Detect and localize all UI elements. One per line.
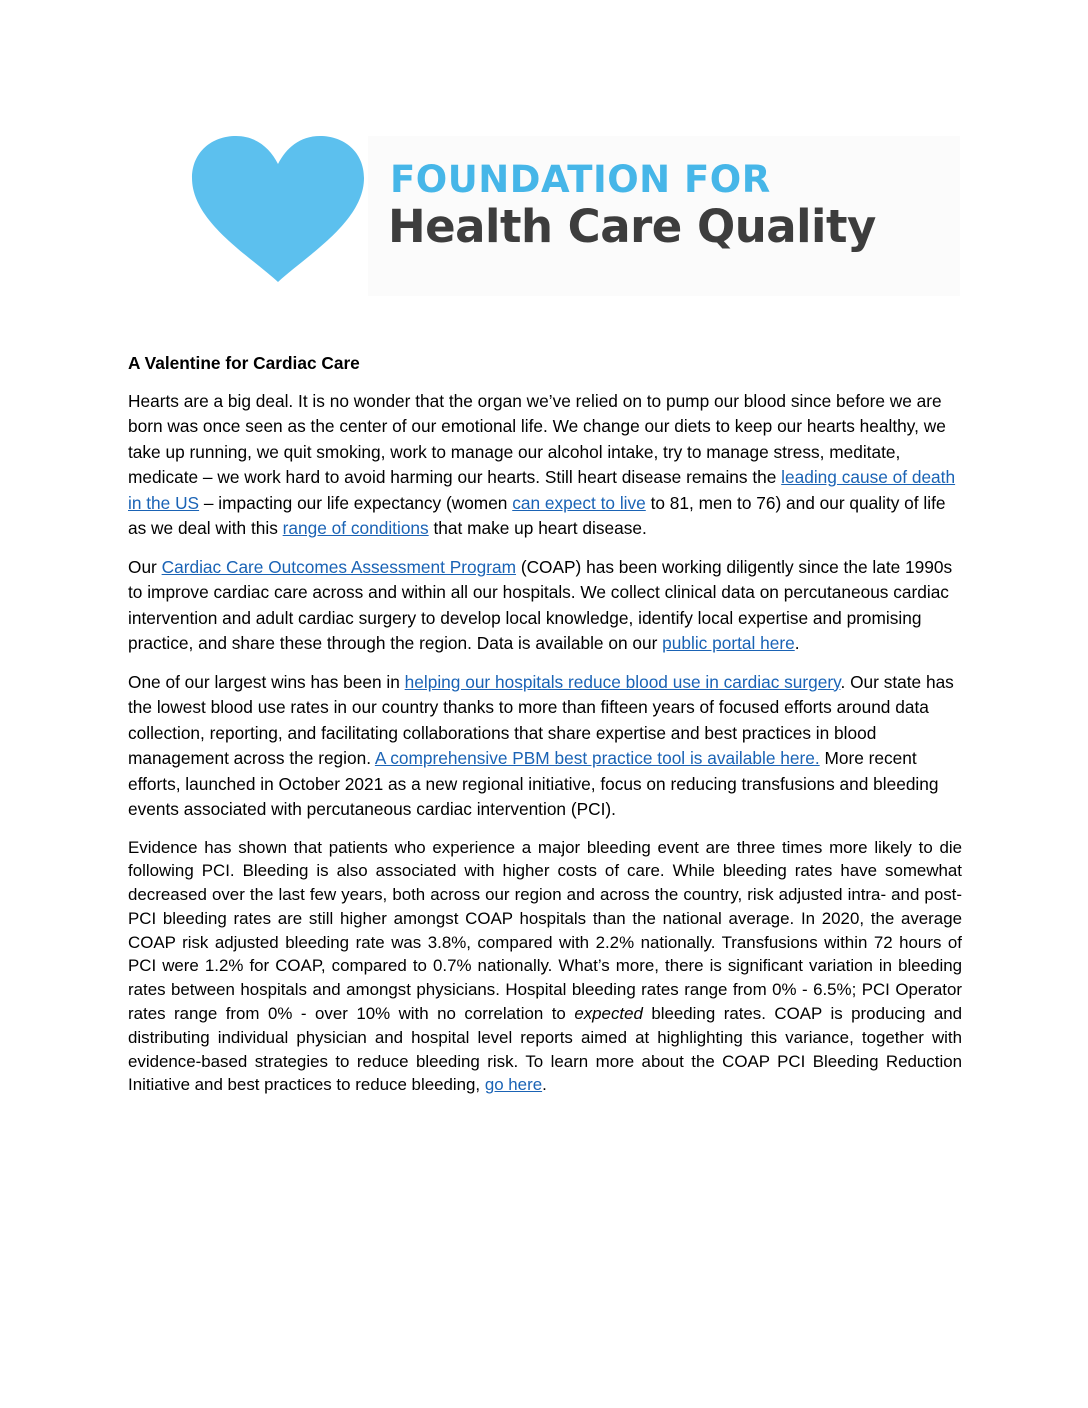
article-title: A Valentine for Cardiac Care (128, 353, 360, 373)
link-can-expect-to-live[interactable]: can expect to live (512, 492, 646, 513)
paragraph-hearts (128, 389, 962, 542)
text: – impacting our life expectancy (women (199, 492, 513, 513)
text: . (794, 633, 800, 653)
paragraph-blood-use (128, 670, 962, 823)
logo-line-health-care-quality: Health Care Quality (388, 200, 876, 253)
text: to 81, men to 76) and our quality of life as we deal with this (128, 492, 946, 538)
link-cardiac-care-outcomes-assessment-program[interactable]: Cardiac Care Outcomes Assessment Program (161, 556, 517, 577)
paragraph-bleeding-evidence (128, 836, 962, 1098)
link-pbm-best-practice-tool[interactable]: A comprehensive PBM best practice tool is available here. (374, 748, 820, 768)
text: One of our largest wins has been in (128, 671, 405, 692)
link-leading-cause-of-death[interactable]: leading cause of death in the US (128, 467, 956, 513)
text: . Our state has the lowest blood use rates in our country thanks to more than fifteen years of focused efforts around data collection, reporting, and facilitating collaborations that share expertise and best practices in blood management across the region. (128, 671, 954, 768)
heart-icon (190, 136, 366, 284)
text: Our (128, 556, 162, 577)
link-public-portal[interactable]: public portal here (662, 633, 795, 653)
article (128, 351, 962, 1110)
link-reduce-blood-use[interactable]: helping our hospitals reduce blood use in cardiac surgery (404, 671, 841, 692)
link-go-here[interactable]: go here (484, 1075, 543, 1095)
link-range-of-conditions[interactable]: range of conditions (282, 518, 429, 538)
text: bleeding rates. COAP is producing and distributing individual physician and hospital level reports aimed at highlighting this variance, together with evidence-based strategies to reduce bleeding risk. To learn more about the COAP PCI Bleeding Reduction Initiative and best practices to reduce bleeding, (128, 1004, 963, 1095)
logo-wordmark (368, 136, 960, 296)
logo-line-foundation: FOUNDATION FOR (390, 158, 771, 201)
text: (COAP) has been working diligently since the late 1990s to improve cardiac care across and within all our hospitals. We collect clinical data on percutaneous cardiac intervention and adult cardiac surgery to develop local knowledge, identify local expertise and promising practice, and share these through the region. Data is available on our (128, 556, 953, 653)
text: Hearts are a big deal. It is no wonder that the organ we’ve relied on to pump our blood since before we are born was once seen as the center of our emotional life. We change our diets to keep our hearts healthy, we take up running, we quit smoking, work to manage our alcohol intake, try to manage stress, meditate, medicate – we work hard to avoid harming our hearts. Still heart disease remains the (128, 390, 946, 487)
text-emphasis: expected (574, 1004, 643, 1024)
text: Evidence has shown that patients who experience a major bleeding event are three times more likely to die following PCI. Bleeding is also associated with higher costs of care. While bleeding rates have somewhat decreased over the last few years, both across our region and across the country, risk adjusted intra- and post-PCI bleeding rates are still higher amongst COAP hospitals than the national average. In 2020, the average COAP risk adjusted bleeding rate was 3.8%, compared with 2.2% nationally. Transfusions within 72 hours of PCI were 1.2% for COAP, compared to 0.7% nationally. What’s more, there is significant variation in bleeding rates between hospitals and amongst physicians. Hospital bleeding rates range from 0% - 6.5%; PCI Operator rates range from 0% - over 10% with no correlation to (128, 837, 962, 1024)
logo (190, 136, 960, 296)
text: . (542, 1075, 547, 1095)
text: More recent efforts, launched in October 2021 as a new regional initiative, focus on reducing transfusions and bleeding events associated with percutaneous cardiac intervention (PCI). (128, 748, 939, 819)
paragraph-coap (128, 555, 962, 657)
text: that make up heart disease. (428, 518, 647, 538)
